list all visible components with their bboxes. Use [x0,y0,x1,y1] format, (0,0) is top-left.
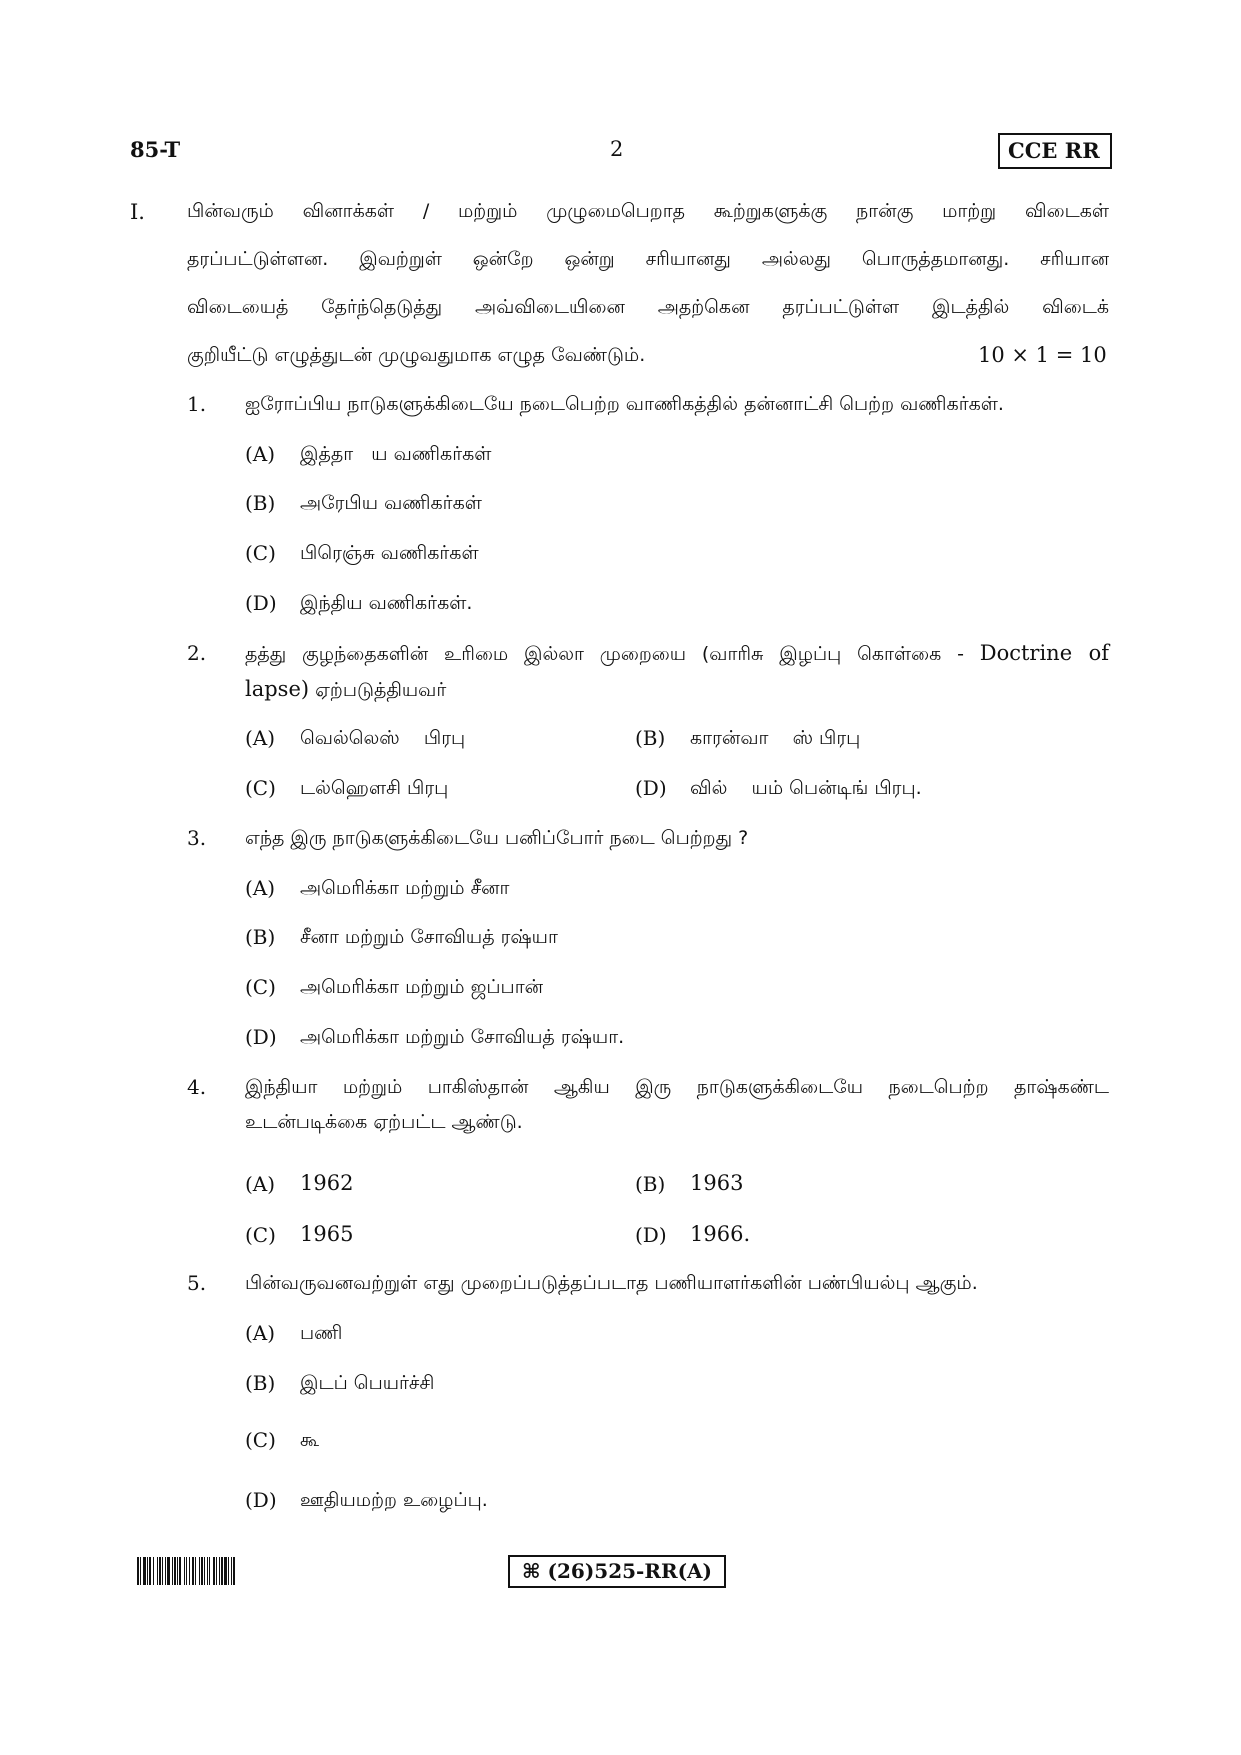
exam-tag-box: CCE RR [998,133,1112,169]
option-letter: (A) [245,1172,276,1196]
option-letter: (D) [245,1025,277,1049]
option-letter: (D) [635,1223,667,1247]
option-text: ஊதியமற்ற உழைப்பு. [300,1489,488,1511]
option-text: அமெரிக்கா மற்றும் சோவியத் ரஷ்யா. [300,1026,625,1048]
option-text: பிரெஞ்சு வணிகர்கள் [300,542,479,564]
page-number: 2 [610,137,624,161]
option-text: 1963 [690,1171,744,1195]
question-text-line-2 [245,677,446,704]
option-text: இந்திய வணிகர்கள். [300,592,473,614]
question-text-line-2: உடன்படிக்கை ஏற்பட்ட ஆண்டு. [245,1111,523,1133]
option-letter: (D) [635,776,667,800]
option-text: அமெரிக்கா மற்றும் சீனா [300,877,510,899]
question-text-line-1 [245,641,1109,668]
barcode [137,1557,367,1585]
option-text: சீனா மற்றும் சோவியத் ரஷ்யா [300,926,558,948]
instruction-line-4: குறியீட்டு எழுத்துடன் முழுவதுமாக எழுத வேண்டும். [187,344,646,366]
option-text: பணி [300,1322,343,1344]
question-text: பின்வருவனவற்றுள் எது முறைப்படுத்தப்படாத பணியாளர்களின் பண்பியல்பு ஆகும். [245,1272,978,1294]
question-number: 5. [187,1271,207,1295]
option-letter: (A) [245,876,276,900]
option-text: டல்ஹௌசி பிரபு [300,777,449,799]
option-text: இடப் பெயர்ச்சி [300,1372,435,1394]
option-letter: (D) [245,1488,277,1512]
question-text-english: lapse) [245,677,310,701]
option-text: அரேபிய வணிகர்கள் [300,492,482,514]
instruction-line-1: பின்வரும் வினாக்கள் / மற்றும் முழுமைபெறாத கூற்றுகளுக்கு நான்கு மாற்று விடைகள் [187,200,1109,222]
option-text: வில் யம் பென்டிங் பிரபு. [690,777,922,799]
question-text-english: Doctrine of [979,641,1109,665]
option-letter: (C) [245,776,276,800]
option-letter: (D) [245,591,277,615]
option-letter: (A) [245,726,276,750]
question-number: 2. [187,641,207,665]
question-text: எந்த இரு நாடுகளுக்கிடையே பனிப்போர் நடை பெற்றது ? [245,827,749,849]
option-letter: (A) [245,1321,276,1345]
option-text: 1966. [690,1222,751,1246]
option-text: வெல்லெஸ் பிரபு [300,727,466,749]
question-number: 4. [187,1075,207,1099]
instruction-line-3: விடையைத் தேர்ந்தெடுத்து அவ்விடையினை அதற்கென தரப்பட்டுள்ள இடத்தில் விடைக் [187,296,1109,318]
section-number: I. [130,200,145,224]
option-text: இத்தா ய வணிகர்கள் [300,443,492,465]
instruction-line-2: தரப்பட்டுள்ளன. இவற்றுள் ஒன்றே ஒன்று சரியானது அல்லது பொருத்தமானது. சரியான [187,248,1109,270]
option-text: காரன்வா ஸ் பிரபு [690,727,861,749]
barcode-bar [235,1557,237,1585]
option-letter: (B) [635,726,666,750]
option-letter: (B) [245,1371,276,1395]
option-text: கூ [300,1429,320,1451]
option-letter: (A) [245,442,276,466]
question-text: ஐரோப்பிய நாடுகளுக்கிடையே நடைபெற்ற வாணிகத்தில் தன்னாட்சி பெற்ற வணிகர்கள். [245,393,1004,415]
option-letter: (B) [635,1172,666,1196]
option-letter: (B) [245,925,276,949]
paper-code: 85-T [130,137,181,162]
option-text: 1962 [300,1171,354,1195]
question-number: 3. [187,826,207,850]
option-letter: (C) [245,975,276,999]
question-number: 1. [187,392,207,416]
option-letter: (C) [245,1223,276,1247]
question-text-tamil: ஏற்படுத்தியவர் [315,679,447,701]
section-marks: 10 × 1 = 10 [978,343,1107,367]
question-text-line-1: இந்தியா மற்றும் பாகிஸ்தான் ஆகிய இரு நாடுகளுக்கிடையே நடைபெற்ற தாஷ்கண்ட [245,1076,1109,1098]
option-letter: (C) [245,541,276,565]
footer-code-box: ⌘ (26)525-RR(A) [508,1555,726,1588]
question-text-tamil: தத்து குழந்தைகளின் உரிமை இல்லா முறையை (வாரிசு இழப்பு கொள்கை - [245,643,964,665]
option-text: 1965 [300,1222,354,1246]
option-text: அமெரிக்கா மற்றும் ஜப்பான் [300,976,544,998]
option-letter: (C) [245,1428,276,1452]
option-letter: (B) [245,491,276,515]
